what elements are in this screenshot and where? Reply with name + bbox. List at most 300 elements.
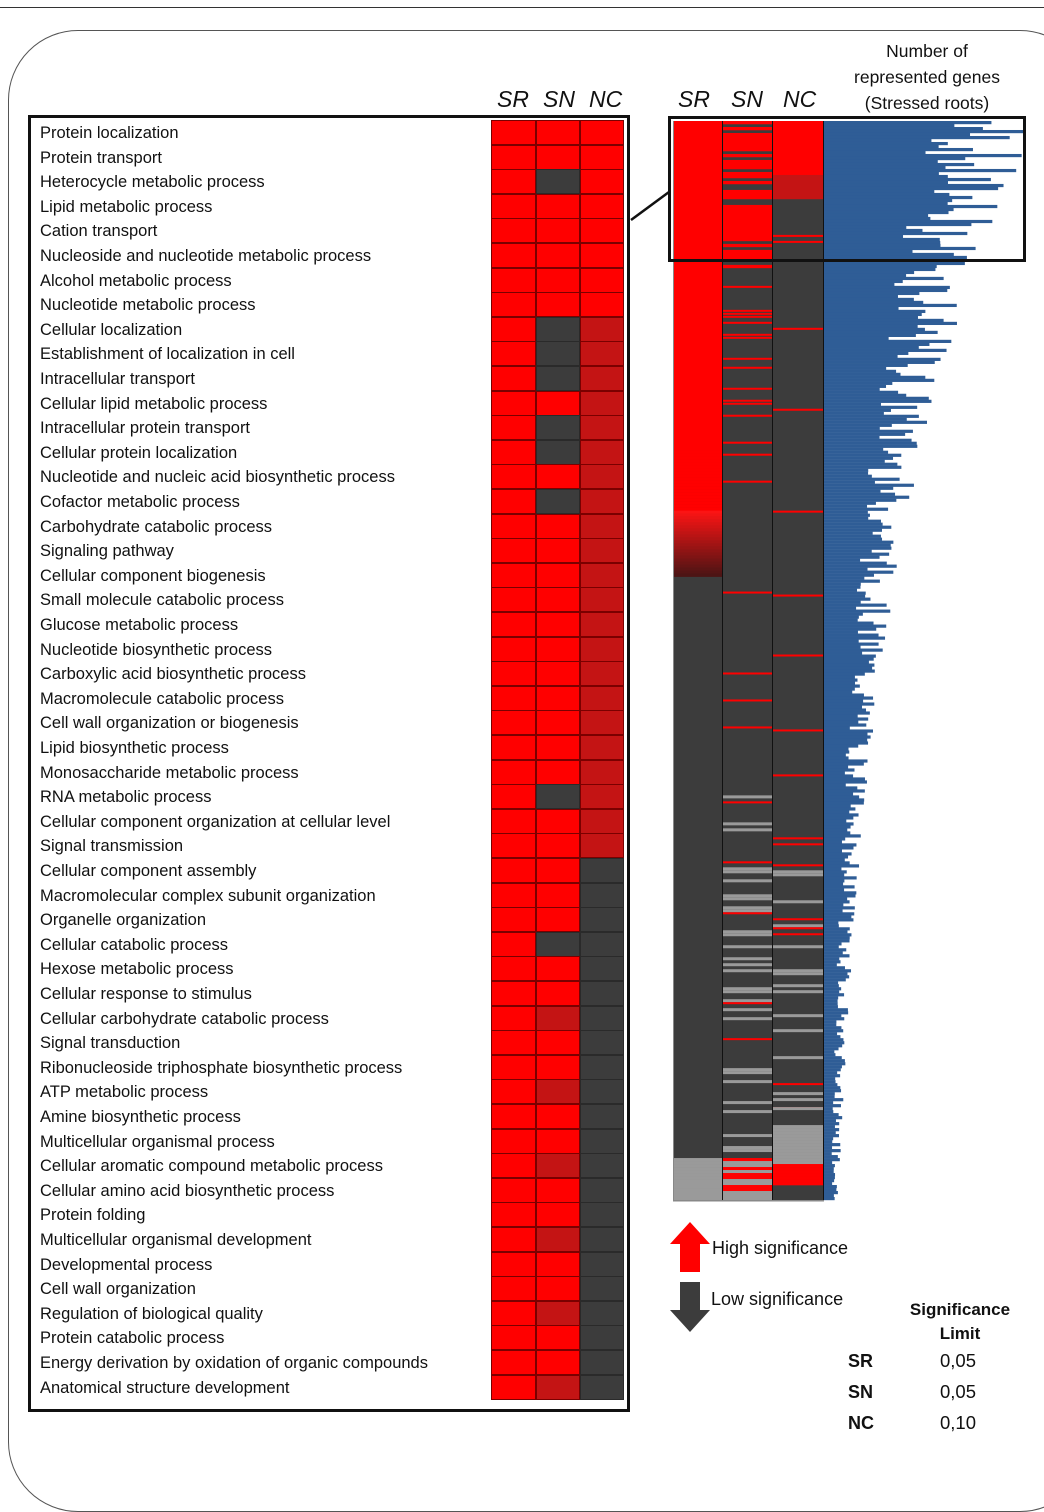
gene-count-bar <box>823 595 865 598</box>
gene-count-bar <box>823 463 897 466</box>
gene-count-bar <box>823 493 895 496</box>
gene-count-bar <box>823 732 867 735</box>
gene-count-bar <box>823 1170 834 1173</box>
overview-nc-cell <box>773 1146 823 1149</box>
overview-sr-cell <box>674 295 722 298</box>
overview-sr-cell <box>674 550 722 553</box>
gene-count-bar <box>823 1086 840 1089</box>
overview-sr-cell <box>674 544 722 547</box>
gene-count-bar <box>823 1074 840 1077</box>
gene-count-bar <box>823 783 846 786</box>
gene-count-bar <box>823 870 847 873</box>
gene-count-bar <box>823 1173 835 1176</box>
overview-sn-cell <box>723 870 772 873</box>
gene-count-bar <box>823 1182 832 1185</box>
overview-sr-cell <box>674 403 722 406</box>
gene-count-bar <box>823 382 892 385</box>
overview-sn-cell <box>723 334 772 336</box>
overview-sr-cell <box>674 325 722 328</box>
gene-count-bar <box>823 846 853 849</box>
gene-count-bar <box>823 1164 835 1167</box>
overview-sr-cell <box>674 292 722 295</box>
gene-count-bar <box>823 1044 842 1047</box>
overview-sn-cell <box>723 415 772 417</box>
gene-count-bar <box>823 828 847 831</box>
gene-count-bar <box>823 867 841 870</box>
overview-sn-cell <box>723 969 772 972</box>
overview-column-divider <box>772 121 773 1200</box>
gene-count-bar <box>823 816 853 819</box>
overview-nc-column <box>773 121 823 1200</box>
gene-count-bar <box>823 568 868 571</box>
sig-name-sn: SN <box>848 1382 874 1402</box>
overview-sr-cell <box>674 457 722 460</box>
gene-count-bar <box>823 562 887 565</box>
gene-count-bar <box>823 661 869 664</box>
gene-count-bar <box>823 1134 839 1137</box>
gene-count-bar <box>823 547 891 550</box>
gene-count-bar <box>823 349 947 352</box>
gene-count-bar <box>823 1191 838 1194</box>
gene-count-bar <box>823 1140 832 1143</box>
row-label: Cellular amino acid biosynthetic process <box>40 1181 335 1200</box>
overview-sn-cell <box>723 1110 772 1113</box>
overview-sr-cell <box>674 505 722 508</box>
overview-sr-cell <box>674 283 722 286</box>
overview-sr-cell <box>674 499 722 502</box>
gene-count-bar <box>823 804 851 807</box>
overview-sr-cell <box>674 445 722 448</box>
gene-count-bar <box>823 469 868 472</box>
gene-count-bar <box>823 1068 841 1071</box>
overview-sn-cell <box>723 795 772 798</box>
overview-sr-cell <box>674 430 722 433</box>
gene-count-bar <box>823 535 881 538</box>
gene-count-bar <box>823 1095 835 1098</box>
overview-sn-cell <box>723 1179 772 1182</box>
overview-sr-cell <box>674 427 722 430</box>
overview-sn-cell <box>723 1071 772 1074</box>
overview-sr-cell <box>674 526 722 529</box>
overview-sr-cell <box>674 322 722 325</box>
overview-nc-cell <box>773 1152 823 1155</box>
gene-count-bar <box>823 445 917 448</box>
gene-count-bar <box>823 729 873 732</box>
overview-sr-cell <box>674 517 722 520</box>
gene-count-bar <box>823 990 839 993</box>
gene-count-bar <box>823 1056 842 1059</box>
legend-arrows <box>668 1222 712 1334</box>
overview-sr-cell <box>674 556 722 559</box>
gene-count-bar <box>823 735 871 738</box>
gene-count-bar <box>823 1116 842 1119</box>
gene-count-bar <box>823 391 898 394</box>
gene-count-bar <box>823 370 896 373</box>
overview-bottom-edge <box>673 1200 824 1202</box>
gene-count-bar <box>823 900 850 903</box>
overview-sr-cell <box>674 313 722 316</box>
overview-sr-cell <box>674 1191 722 1194</box>
overview-sr-cell <box>674 520 722 523</box>
overview-nc-cell <box>773 1107 823 1110</box>
legend-low-label: Low significance <box>711 1289 844 1309</box>
overview-nc-cell <box>773 1161 823 1164</box>
gene-count-bar <box>823 711 870 714</box>
overview-sr-cell <box>674 436 722 439</box>
row-label: Cellular lipid metabolic process <box>40 394 268 413</box>
gene-count-bar <box>823 622 874 625</box>
gene-count-bar <box>823 589 857 592</box>
overview-sr-cell <box>674 340 722 343</box>
gene-count-bar <box>823 373 901 376</box>
gene-count-bar <box>823 406 917 409</box>
overview-col-header-nc: NC <box>783 86 817 112</box>
overview-sr-cell <box>674 388 722 391</box>
overview-sn-cell <box>723 945 772 948</box>
gene-count-bar <box>823 999 838 1002</box>
gene-count-bar <box>823 346 919 349</box>
gene-count-bar <box>823 951 843 954</box>
gene-count-bar <box>823 604 887 607</box>
row-label: Establishment of localization in cell <box>40 345 295 364</box>
gene-count-bar <box>823 1119 836 1122</box>
overview-nc-cell <box>773 1029 823 1032</box>
gene-count-bar <box>823 840 842 843</box>
overview-nc-cell <box>773 774 823 776</box>
overview-sn-cell <box>723 1197 772 1200</box>
overview-nc-cell <box>773 328 823 330</box>
gene-count-bar <box>823 1065 842 1068</box>
gene-count-bar <box>823 1104 841 1107</box>
overview-nc-cell <box>773 873 823 876</box>
gene-count-bar <box>823 553 889 556</box>
gene-count-bar <box>823 1053 835 1056</box>
row-label: Carboxylic acid biosynthetic process <box>40 665 306 684</box>
gene-count-bar <box>823 825 851 828</box>
overview-sr-cell <box>674 481 722 484</box>
overview-sr-cell <box>674 382 722 385</box>
overview-sr-cell <box>674 1158 722 1161</box>
overview-nc-cell <box>773 927 823 929</box>
overview-sr-cell <box>674 352 722 355</box>
gene-count-bar <box>823 723 866 726</box>
row-label: Macromolecular complex subunit organization <box>40 886 376 905</box>
gene-count-bar <box>823 292 919 295</box>
overview-sn-cell <box>723 897 772 900</box>
gene-count-bar <box>823 475 872 478</box>
gene-count-bar <box>823 1197 835 1200</box>
gene-count-bar <box>823 777 865 780</box>
gene-count-bar <box>823 577 864 580</box>
gene-count-bar <box>823 675 855 678</box>
gene-count-bar <box>823 514 870 517</box>
gene-count-bar <box>823 559 860 562</box>
overview-nc-cell <box>773 1131 823 1134</box>
overview-sn-cell <box>723 1188 772 1191</box>
overview-sn-cell <box>723 999 772 1002</box>
overview-sr-cell <box>674 574 722 577</box>
overview-nc-cell <box>773 1056 823 1059</box>
gene-count-bar <box>823 625 886 628</box>
overview-sr-cell <box>674 454 722 457</box>
gene-count-bar <box>823 598 870 601</box>
overview-sn-cell <box>723 481 772 483</box>
gene-count-bar <box>823 1149 841 1152</box>
gene-count-bar <box>823 454 901 457</box>
gene-count-bar <box>823 628 876 631</box>
gene-count-bar <box>823 1113 839 1116</box>
gene-count-bar <box>823 759 868 762</box>
gene-count-bar <box>823 442 917 445</box>
overview-sr-cell <box>674 355 722 358</box>
overview-sn-cell <box>723 861 772 863</box>
overview-nc-cell <box>773 1098 823 1101</box>
row-label: Nucleotide biosynthetic process <box>40 640 273 659</box>
overview-sr-cell <box>674 1188 722 1191</box>
gene-count-bar <box>823 966 845 969</box>
gene-count-bar <box>823 283 894 286</box>
overview-sr-cell <box>674 343 722 346</box>
gene-count-bar <box>823 957 839 960</box>
gene-count-bar <box>823 780 867 783</box>
gene-count-bar <box>823 1161 832 1164</box>
gene-count-bar <box>823 580 880 583</box>
gene-count-bar <box>823 634 879 637</box>
gene-count-bar <box>823 885 855 888</box>
gene-count-bar <box>823 298 914 301</box>
gene-count-bar <box>823 652 862 655</box>
row-label: Cellular catabolic process <box>40 935 229 954</box>
gene-count-bar <box>823 921 838 924</box>
overview-nc-cell <box>773 1143 823 1146</box>
overview-sn-cell <box>723 1101 772 1104</box>
overview-sr-cell <box>674 337 722 340</box>
overview-sr-cell <box>674 562 722 565</box>
gene-count-bar <box>823 304 957 307</box>
overview-sr-cell <box>674 406 722 409</box>
gene-count-bar <box>823 963 837 966</box>
overview-nc-cell <box>773 1158 823 1161</box>
overview-sn-cell <box>723 1191 772 1194</box>
overview-nc-cell <box>773 924 823 927</box>
overview-sn-cell <box>723 1194 772 1197</box>
gene-count-bar <box>823 744 858 747</box>
overview-sr-cell <box>674 391 722 394</box>
gene-count-bar <box>823 681 855 684</box>
overview-sn-cell <box>723 403 772 405</box>
gene-count-bar <box>823 699 863 702</box>
gene-count-bar <box>823 268 935 271</box>
gene-count-bar <box>823 1155 838 1158</box>
gene-count-bar <box>823 415 919 418</box>
overview-sr-cell <box>674 451 722 454</box>
overview-nc-cell <box>773 1155 823 1158</box>
overview-column-divider <box>722 121 723 1200</box>
row-label: Intracellular transport <box>40 370 195 388</box>
gene-count-bar <box>823 741 868 744</box>
overview-sr-cell <box>674 475 722 478</box>
overview-sr-cell <box>674 490 722 493</box>
significance-limit-title: Significance Limit <box>909 1300 1011 1343</box>
overview-nc-cell <box>773 969 823 972</box>
gene-count-bar <box>823 864 859 867</box>
overview-sr-cell <box>674 571 722 574</box>
overview-sr-cell <box>674 538 722 541</box>
overview-sr-cell <box>674 346 722 349</box>
gene-count-bar <box>823 1083 837 1086</box>
overview-sr-cell <box>674 331 722 334</box>
overview-sn-cell <box>723 828 772 831</box>
overview-sr-cell <box>674 514 722 517</box>
gene-count-bar <box>823 340 951 343</box>
gene-count-bar <box>823 430 913 433</box>
overview-nc-cell <box>773 1083 823 1085</box>
overview-sr-cell <box>674 1197 722 1200</box>
row-label: Cell wall organization or biogenesis <box>40 714 299 733</box>
row-label: Small molecule catabolic process <box>40 591 284 610</box>
gene-count-bar <box>823 1146 832 1149</box>
overview-nc-cell <box>773 1164 823 1167</box>
gene-count-bar <box>823 753 846 756</box>
gene-count-bar <box>823 888 844 891</box>
row-label: Anatomical structure development <box>40 1378 290 1397</box>
overview-nc-cell <box>773 1173 823 1176</box>
gene-count-bar <box>823 367 886 370</box>
gene-count-bar <box>823 1029 843 1032</box>
overview-sr-cell <box>674 394 722 397</box>
overview-nc-cell <box>773 918 823 920</box>
overview-sr-cell <box>674 301 722 304</box>
overview-sn-cell <box>723 801 772 803</box>
overview-sn-cell <box>723 1182 772 1185</box>
gene-count-bar <box>823 1071 837 1074</box>
row-label: Cellular component assembly <box>40 862 257 880</box>
gene-count-bar <box>823 523 883 526</box>
overview-nc-cell <box>773 945 823 948</box>
gene-count-bar <box>823 337 889 340</box>
gene-count-bar <box>823 322 957 325</box>
overview-sr-cell <box>674 385 722 388</box>
gene-count-bar <box>823 376 925 379</box>
overview-sn-cell <box>723 1017 772 1020</box>
gene-count-bar <box>823 1176 835 1179</box>
gene-count-bar <box>823 1107 833 1110</box>
gene-count-bar <box>823 397 929 400</box>
gene-count-bar <box>823 502 876 505</box>
overview-sn-cell <box>723 867 772 870</box>
zoom-col-header-sn: SN <box>543 86 575 112</box>
overview-sr-cell <box>674 412 722 415</box>
gene-count-bar <box>823 897 847 900</box>
gene-count-bar <box>823 286 950 289</box>
overview-sr-cell <box>674 1164 722 1167</box>
row-label: Cellular protein localization <box>40 443 238 462</box>
gene-count-bar <box>823 421 927 424</box>
overview-sn-cell <box>723 310 772 312</box>
overview-nc-cell <box>773 900 823 903</box>
gene-count-bar <box>823 343 929 346</box>
overview-nc-cell <box>773 1182 823 1185</box>
gene-count-bar <box>823 427 880 430</box>
gene-count-bar <box>823 1062 845 1065</box>
gene-count-bar <box>823 538 882 541</box>
gene-count-bar <box>823 1125 835 1128</box>
row-label: Hexose metabolic process <box>40 960 234 979</box>
gene-count-bar <box>823 861 850 864</box>
sig-name-sr: SR <box>848 1351 874 1371</box>
overview-sr-cell <box>674 349 722 352</box>
gene-count-bar <box>823 1035 840 1038</box>
overview-sn-cell <box>723 957 772 960</box>
gene-count-bar <box>823 457 893 460</box>
overview-sr-cell <box>674 1173 722 1176</box>
gene-count-bar <box>823 274 906 277</box>
gene-count-bar <box>823 891 856 894</box>
gene-count-bar <box>823 927 850 930</box>
gene-count-bar <box>823 1011 848 1014</box>
overview-sr-cell <box>674 280 722 283</box>
overview-sr-cell <box>674 328 722 331</box>
gene-count-bar <box>823 529 882 532</box>
gene-count-bar <box>823 271 914 274</box>
gene-count-bar <box>823 331 938 334</box>
gene-count-bar <box>823 586 860 589</box>
gene-count-bar <box>823 556 880 559</box>
overview-sn-cell <box>723 400 772 402</box>
gene-count-bar <box>823 1023 836 1026</box>
gene-count-bar <box>823 499 896 502</box>
gene-count-bar <box>823 295 898 298</box>
overview-sr-cell <box>674 370 722 373</box>
overview-sn-cell <box>723 337 772 339</box>
gene-count-bar <box>823 646 861 649</box>
overview-sn-cell <box>723 322 772 324</box>
gene-count-bar <box>823 310 925 313</box>
overview-sr-cell <box>674 565 722 568</box>
overview-sr-cell <box>674 496 722 499</box>
overview-sr-cell <box>674 262 722 265</box>
gene-count-bar <box>823 1098 843 1101</box>
overview-zoom-region-box <box>668 116 1026 262</box>
overview-nc-cell <box>773 511 823 513</box>
overview-nc-cell <box>773 990 823 993</box>
legend-high-label: High significance <box>712 1238 849 1258</box>
overview-sn-cell <box>723 1176 772 1179</box>
gene-count-bar <box>823 1089 841 1092</box>
gene-count-bar <box>823 1101 833 1104</box>
row-label: Nucleotide and nucleic acid biosynthetic process <box>40 468 395 487</box>
gene-count-bar <box>823 649 883 652</box>
gene-count-bar <box>823 666 872 669</box>
overview-nc-cell <box>773 1179 823 1182</box>
overview-sr-cell <box>674 334 722 337</box>
gene-count-bar <box>823 972 847 975</box>
zoom-col-header-sr: SR <box>497 86 529 112</box>
gene-count-bar <box>823 738 867 741</box>
gene-count-bar <box>823 762 864 765</box>
gene-count-bar <box>823 801 864 804</box>
overview-sr-cell <box>674 439 722 442</box>
sig-value-nc: 0,10 <box>940 1412 977 1433</box>
gene-count-bar <box>823 879 844 882</box>
row-label: Cellular response to stimulus <box>40 985 252 1003</box>
row-label: Nucleotide metabolic process <box>40 296 256 315</box>
gene-count-bar <box>823 541 893 544</box>
overview-sr-cell <box>674 298 722 301</box>
overview-sr-cell <box>674 307 722 310</box>
overview-sn-cell <box>723 592 772 594</box>
overview-nc-cell <box>773 1014 823 1017</box>
